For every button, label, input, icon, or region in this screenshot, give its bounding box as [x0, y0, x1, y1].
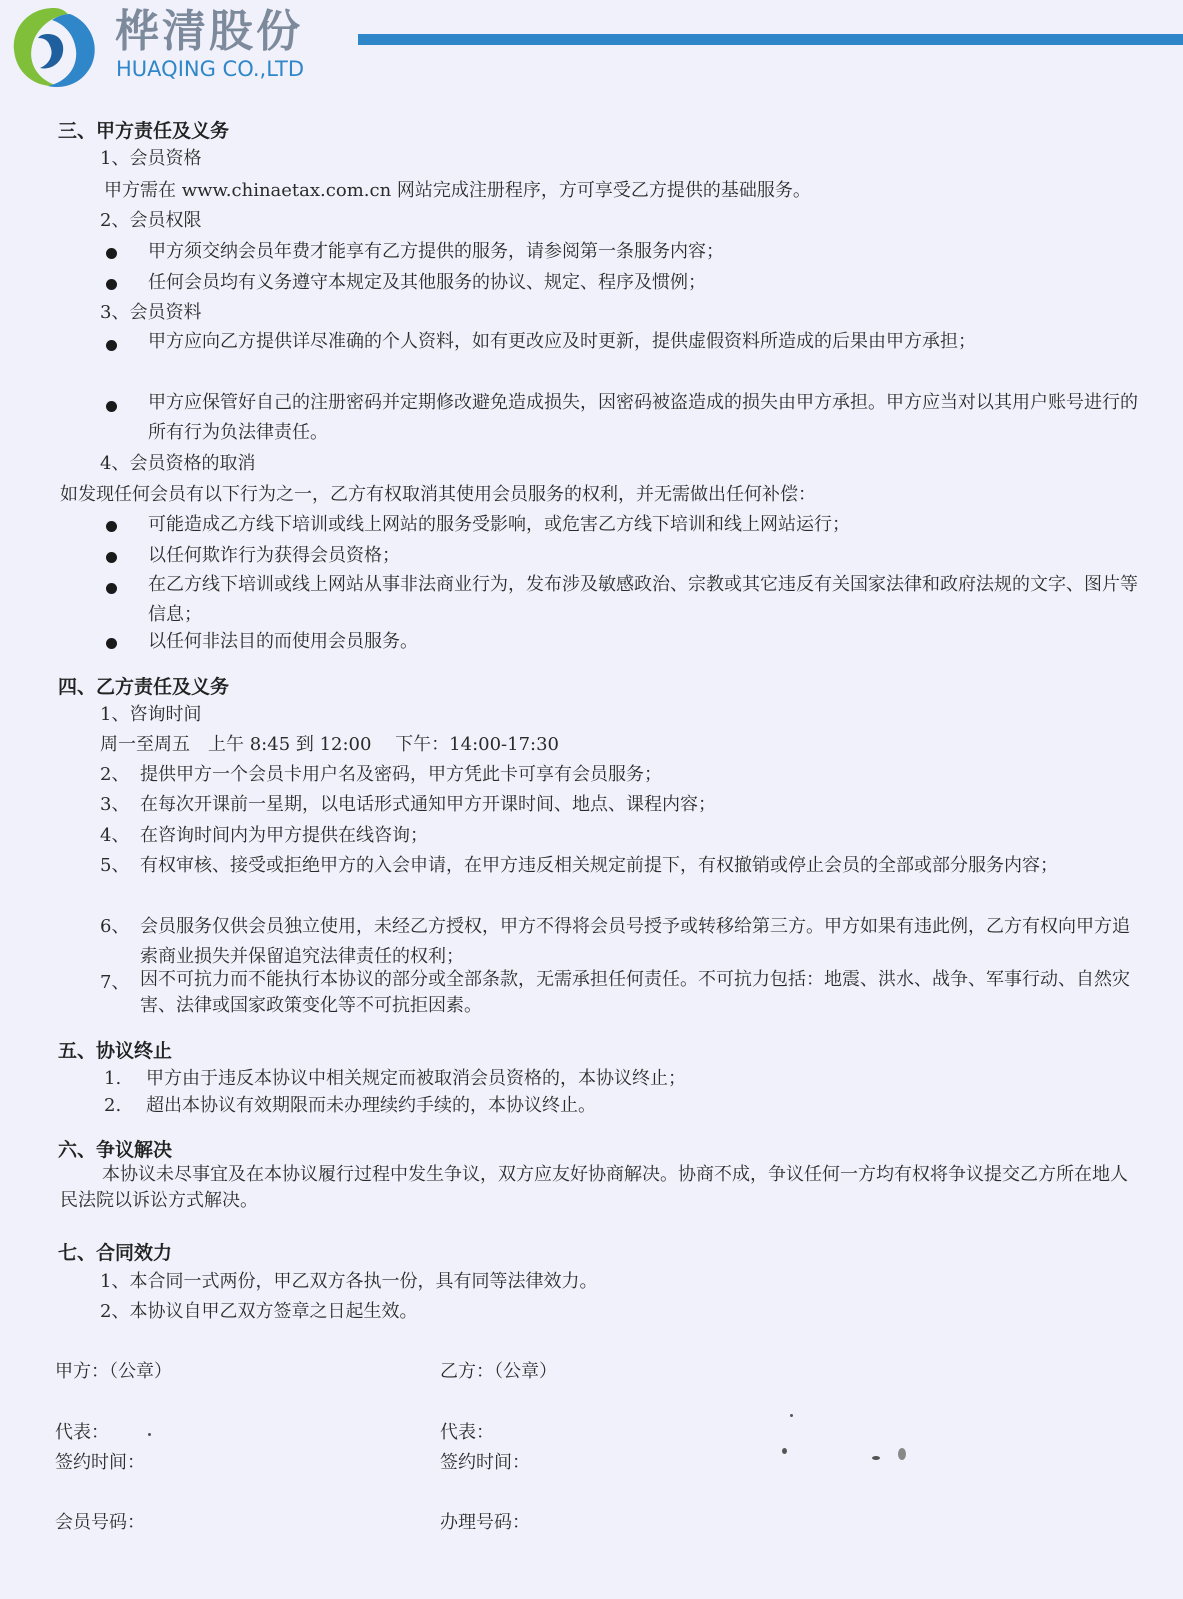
sec4-sub1-title: 1、咨询时间: [100, 704, 202, 725]
sec4-item-3-text: 在每次开课前一星期，以电话形式通知甲方开课时间、地点、课程内容；: [140, 794, 716, 815]
party-b-seal-label: 乙方：（公章）: [440, 1361, 557, 1382]
scan-mark: [790, 1414, 793, 1417]
sec3-sub3-bullet-2: 甲方应保管好自己的注册密码并定期修改避免造成损失，因密码被盗造成的损失由甲方承担。甲方应当对以其用户账号进行的所有行为负法律责任。: [148, 392, 1138, 443]
sec3-sub4-bullet-4: 以任何非法目的而使用会员服务。: [148, 631, 418, 652]
scan-mark: [148, 1433, 151, 1436]
sec4-item-6-num: 6、: [100, 916, 130, 937]
sec3-sub2-bullet-1: 甲方须交纳会员年费才能享有乙方提供的服务，请参阅第一条服务内容；: [148, 241, 724, 262]
section-4-title: 四、乙方责任及义务: [58, 676, 230, 698]
sec4-item-3-num: 3、: [100, 794, 130, 815]
sec6-text: 本协议未尽事宜及在本协议履行过程中发生争议，双方应友好协商解决。协商不成，争议任何一方均有权将争议提交乙方所在地人民法院以诉讼方式解决。: [60, 1164, 1128, 1211]
sec5-item-1-num: 1.: [104, 1068, 122, 1089]
header-divider-bar: [358, 34, 1183, 45]
sec5-item-1-text: 甲方由于违反本协议中相关规定而被取消会员资格的，本协议终止；: [146, 1068, 686, 1089]
bullet-icon: [106, 521, 117, 532]
section-5-title: 五、协议终止: [58, 1040, 173, 1062]
member-number-label: 会员号码：: [55, 1512, 145, 1533]
sec4-item-2-num: 2、: [100, 764, 130, 785]
handle-number-label: 办理号码：: [440, 1512, 530, 1533]
party-a-date-label: 签约时间：: [55, 1452, 145, 1473]
sec3-sub2-bullet-2: 任何会员均有义务遵守本规定及其他服务的协议、规定、程序及惯例；: [148, 272, 706, 293]
party-b-rep-label: 代表：: [440, 1422, 494, 1443]
sec4-item-5-num: 5、: [100, 855, 130, 876]
scan-mark: [782, 1448, 787, 1454]
section-6-title: 六、争议解决: [58, 1139, 173, 1161]
bullet-icon: [106, 583, 117, 594]
sec5-item-2-text: 超出本协议有效期限而未办理续约手续的，本协议终止。: [146, 1095, 596, 1116]
sec3-sub4-bullet-1: 可能造成乙方线下培训或线上网站的服务受影响，或危害乙方线下培训和线上网站运行；: [148, 514, 850, 535]
sec4-item-7-num: 7、: [100, 972, 130, 993]
sec3-sub3-title: 3、会员资料: [100, 302, 202, 323]
sec3-sub4-intro: 如发现任何会员有以下行为之一，乙方有权取消其使用会员服务的权利，并无需做出任何补偿：: [60, 484, 816, 505]
bullet-icon: [106, 638, 117, 649]
scan-mark: [872, 1456, 880, 1460]
sec4-item-2-text: 提供甲方一个会员卡用户名及密码，甲方凭此卡可享有会员服务；: [140, 764, 662, 785]
sec4-item-4-text: 在咨询时间内为甲方提供在线咨询；: [140, 825, 428, 846]
party-b-date-label: 签约时间：: [440, 1452, 530, 1473]
section-3-title: 三、甲方责任及义务: [58, 120, 230, 142]
company-name-en: HUAQING CO.,LTD: [116, 57, 305, 81]
sec4-item-5-text: 有权审核、接受或拒绝甲方的入会申请，在甲方违反相关规定前提下，有权撤销或停止会员的全部或部分服务内容；: [140, 855, 1058, 876]
bullet-icon: [106, 279, 117, 290]
party-a-seal-label: 甲方：（公章）: [55, 1361, 172, 1382]
letterhead: [0, 0, 1183, 95]
sec3-sub4-title: 4、会员资格的取消: [100, 453, 256, 474]
sec4-sub1-text: 周一至周五 上午 8:45 到 12:00 下午：14:00-17:30: [100, 734, 560, 755]
sec3-sub2-title: 2、会员权限: [100, 210, 202, 231]
sec4-item-7-text: 因不可抗力而不能执行本协议的部分或全部条款，无需承担任何责任。不可抗力包括：地震、洪水、战争、军事行动、自然灾害、法律或国家政策变化等不可抗拒因素。: [140, 969, 1130, 1016]
bullet-icon: [106, 552, 117, 563]
sec3-sub1-title: 1、会员资格: [100, 148, 202, 169]
company-logo-icon: [8, 4, 100, 90]
sec3-sub4-bullet-3: 在乙方线下培训或线上网站从事非法商业行为，发布涉及敏感政治、宗教或其它违反有关国家法律和政府法规的文字、图片等信息；: [148, 574, 1138, 625]
sec4-item-6-text: 会员服务仅供会员独立使用，未经乙方授权，甲方不得将会员号授予或转移给第三方。甲方如果有违此例，乙方有权向甲方追索商业损失并保留追究法律责任的权利；: [140, 916, 1130, 967]
sec5-item-2-num: 2.: [104, 1095, 122, 1116]
bullet-icon: [106, 248, 117, 259]
bullet-icon: [106, 340, 117, 351]
scan-mark: [898, 1448, 906, 1460]
party-a-rep-label: 代表：: [55, 1422, 109, 1443]
sec3-sub1-text: 甲方需在 www.chinaetax.com.cn 网站完成注册程序，方可享受乙方提供的基础服务。: [104, 180, 811, 201]
sec7-line-1: 1、本合同一式两份，甲乙双方各执一份，具有同等法律效力。: [100, 1271, 598, 1292]
sec4-item-4-num: 4、: [100, 825, 130, 846]
company-name-cn: 桦清股份: [115, 6, 303, 57]
section-7-title: 七、合同效力: [58, 1242, 173, 1264]
sec7-line-2: 2、本协议自甲乙双方签章之日起生效。: [100, 1301, 418, 1322]
bullet-icon: [106, 401, 117, 412]
sec3-sub4-bullet-2: 以任何欺诈行为获得会员资格；: [148, 545, 400, 566]
sec3-sub3-bullet-1: 甲方应向乙方提供详尽准确的个人资料，如有更改应及时更新，提供虚假资料所造成的后果由甲方承担；: [148, 331, 976, 352]
